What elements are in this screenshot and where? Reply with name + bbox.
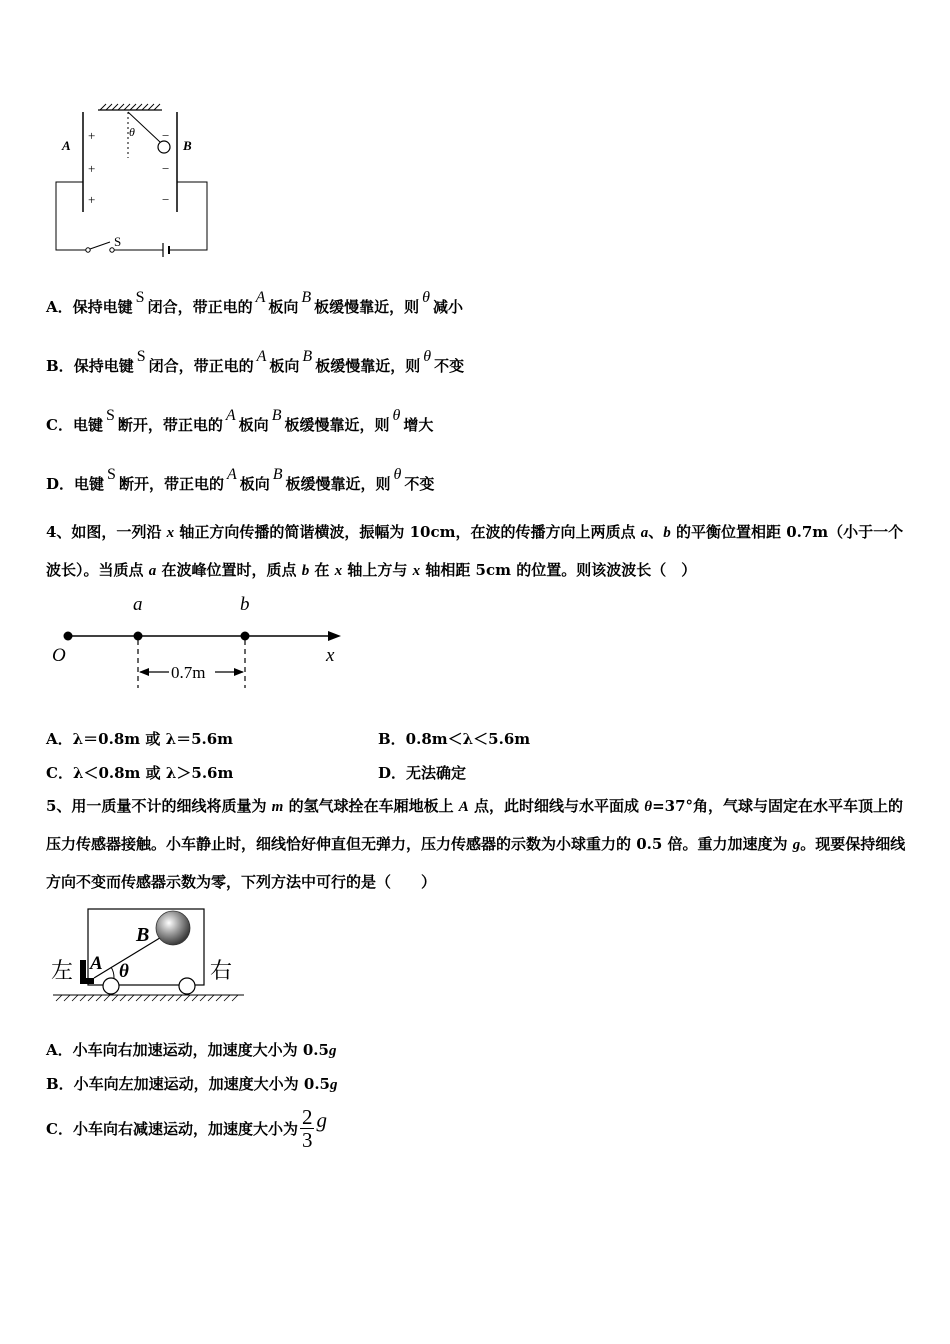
fraction: $\frac{2}{3}$: [301, 1105, 313, 1152]
minus-sign: −: [162, 128, 170, 143]
q3-option-a: A．保持电键S闭合，带正电的A板向B板缓慢靠近，则θ减小: [46, 289, 464, 316]
point-a-label: a: [133, 594, 143, 615]
right-label: 右: [210, 958, 233, 983]
x-axis-label: x: [326, 645, 335, 666]
q4-option-c: C．λ＜0.8m 或 λ＞5.6m: [46, 764, 234, 782]
q4-option-a: A．λ＝0.8m 或 λ＝5.6m: [46, 730, 234, 748]
plate-a-label: A: [62, 138, 71, 153]
switch-label: S: [114, 234, 122, 249]
q3-option-b: B．保持电键S闭合，带正电的A板向B板缓慢靠近，则θ不变: [46, 348, 465, 375]
origin-label: O: [52, 645, 66, 666]
balloon-cart-figure: [48, 905, 248, 1005]
point-a-label: A: [90, 953, 103, 974]
minus-sign: −: [162, 161, 170, 176]
left-label: 左: [51, 958, 74, 983]
q4-option-d: D．无法确定: [378, 764, 467, 782]
plus-sign: +: [88, 128, 96, 143]
distance-label: 0.7m: [171, 663, 206, 682]
point-b-label: b: [240, 594, 250, 615]
plate-b-label: B: [183, 138, 192, 153]
capacitor-pendulum-figure: [50, 100, 220, 260]
q4-option-b: B．0.8m＜λ＜5.6m: [378, 730, 531, 748]
minus-sign: −: [162, 192, 170, 207]
wave-axis-figure: [45, 590, 355, 690]
q5-option-a: A．小车向右加速运动，加速度大小为 0.5g: [46, 1041, 337, 1059]
q4-stem: 4、如图，一列沿 x 轴正方向传播的简谐横波，振幅为 10cm，在波的传播方向上两质点 a、b 的平衡位置相距 0.7m（小于一个波长）。当质点 a 在波峰位置时，质点 b 在 x 轴上方与 x 轴相距 5cm 的位置。则该波波长（ ）: [46, 523, 904, 579]
q5-option-b: B．小车向左加速运动，加速度大小为 0.5g: [46, 1075, 338, 1093]
theta-label: θ: [129, 125, 135, 139]
q3-option-d: D．电键S断开，带正电的A板向B板缓慢靠近，则θ不变: [46, 466, 435, 493]
point-b-label: B: [136, 924, 150, 946]
theta-label: θ: [119, 961, 129, 982]
plus-sign: +: [88, 192, 96, 207]
q5-stem: 5、用一质量不计的细线将质量为 m 的氢气球拴在车厢地板上 A 点，此时细线与水平面成 θ=37°角，气球与固定在水平车顶上的压力传感器接触。小车静止时，细线恰好伸直但无弹力，压力传感器的示数为小球重力的 0.5 倍。重力加速度为 g。现要保持细线方向不变而传感器示数为零，下列方法中可行的是（ ）: [46, 797, 906, 891]
plus-sign: +: [88, 161, 96, 176]
q3-option-c: C．电键S断开，带正电的A板向B板缓慢靠近，则θ增大: [46, 407, 434, 434]
q5-option-c: C．小车向右减速运动，加速度大小为 $\frac{2}{3}$ g: [46, 1105, 327, 1152]
